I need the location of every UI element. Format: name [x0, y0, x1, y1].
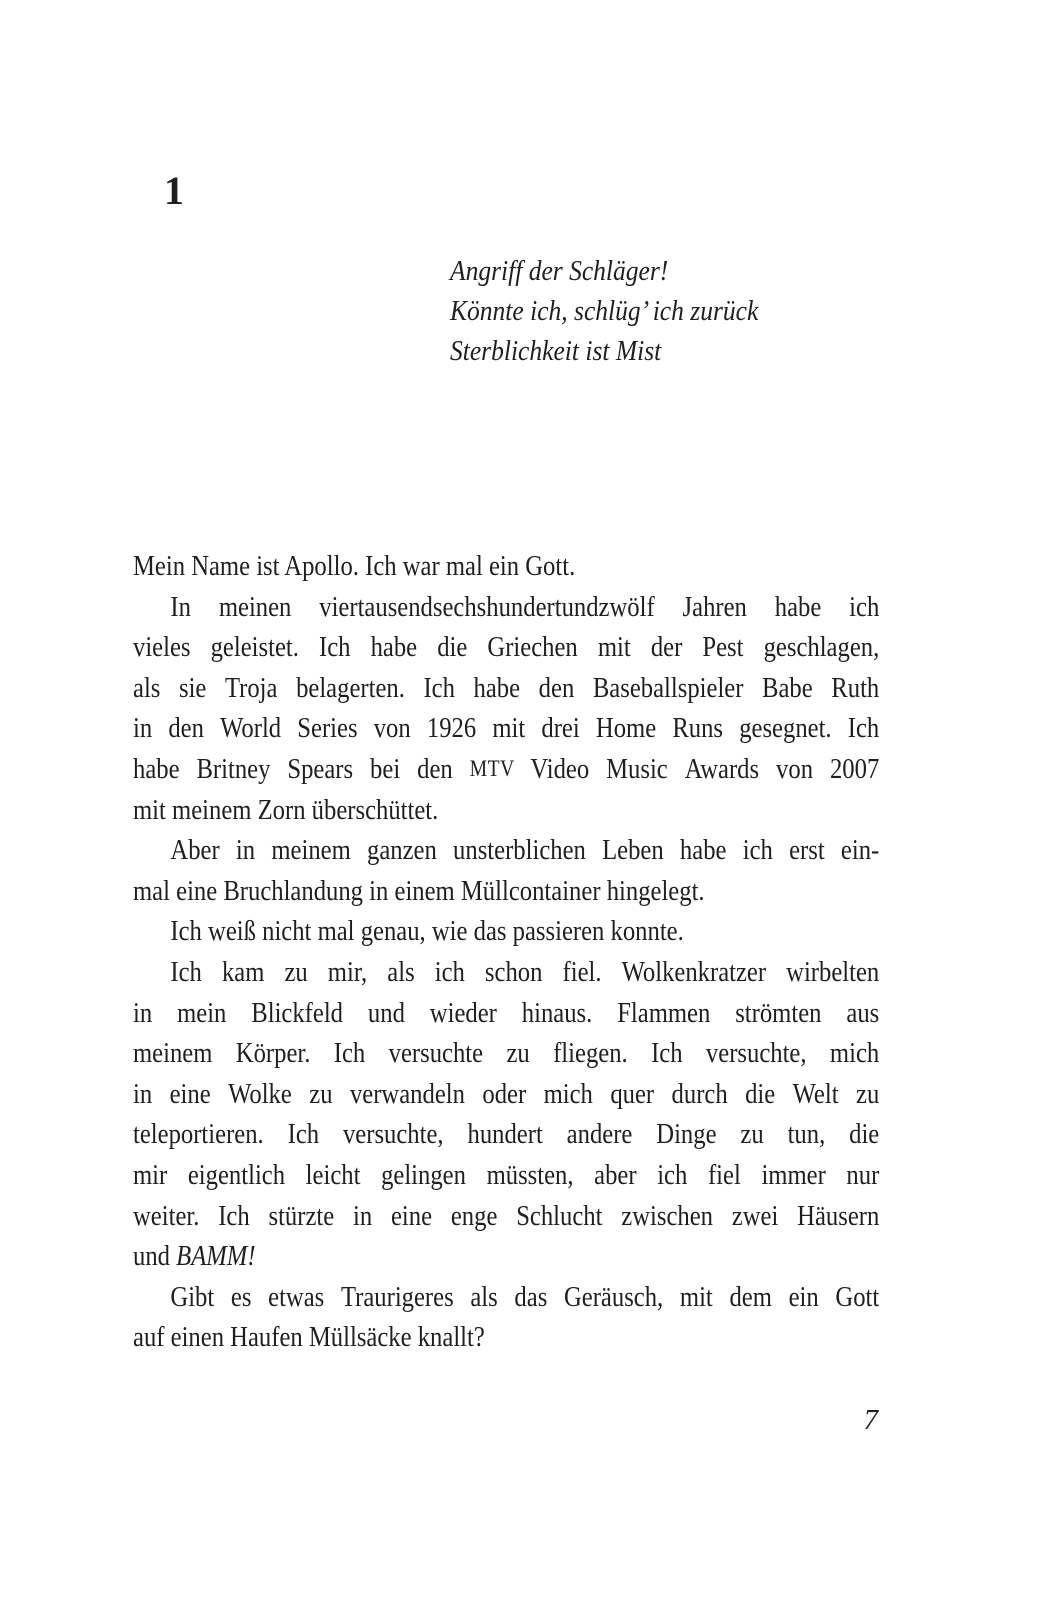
- body-line: [133, 587, 879, 628]
- epigraph-line: Angriff der Schläger!: [450, 255, 669, 287]
- body-word: Series: [297, 712, 364, 745]
- body-word: Ruth: [831, 671, 880, 704]
- body-word: den: [168, 712, 211, 745]
- body-word: ganzen: [367, 834, 443, 867]
- body-word: Jahren: [682, 590, 754, 623]
- body-word: Welt: [792, 1077, 845, 1110]
- body-word: zu: [506, 1037, 536, 1070]
- page-number: 7: [863, 1404, 878, 1436]
- body-word: mein: [177, 996, 233, 1029]
- body-word: geleistet.: [210, 631, 306, 664]
- body-word: Geräusch,: [563, 1280, 670, 1313]
- body-word: Troja: [224, 671, 284, 704]
- body-word: sie: [178, 671, 213, 704]
- body-word: ein: [788, 1280, 825, 1313]
- body-word: immer: [761, 1158, 832, 1191]
- body-word: das: [514, 1280, 554, 1313]
- body-word: eigentlich: [187, 1158, 292, 1191]
- body-word: Spears: [287, 752, 360, 785]
- body-word: habe: [774, 590, 828, 623]
- body-word: nur: [846, 1158, 880, 1191]
- body-word: ich: [849, 590, 880, 623]
- body-word: gelingen: [381, 1158, 473, 1191]
- body-word: wirbelten: [786, 955, 880, 988]
- body-word: eine: [390, 1199, 439, 1232]
- body-word: Wolke: [228, 1077, 298, 1110]
- body-word: in: [353, 1199, 379, 1232]
- body-word: habe: [370, 631, 424, 664]
- body-word: Ich: [333, 1037, 372, 1070]
- body-line: [133, 871, 879, 912]
- body-word: als: [470, 1280, 504, 1313]
- body-line: [133, 1317, 879, 1358]
- body-word: Schlucht: [516, 1199, 609, 1232]
- body-word: zwei: [731, 1199, 785, 1232]
- body-word: geschlagen,: [763, 631, 880, 664]
- epigraph-line: Könnte ich, schlüg’ ich zurück: [450, 295, 759, 327]
- body-word: meinem: [271, 834, 357, 867]
- body-line: [133, 790, 879, 831]
- body-word: mal eine Bruchlandung in einem Müllcontainer hingelegt.: [133, 874, 705, 907]
- body-word: Video: [530, 752, 596, 785]
- body-word: in: [133, 712, 159, 745]
- body-word: Griechen: [487, 631, 584, 664]
- body-line: [133, 1277, 879, 1318]
- body-word: Ich weiß nicht mal genau, wie das passieren konnte.: [170, 915, 684, 948]
- body-word: Blickfeld: [251, 996, 350, 1029]
- body-word: fliegen.: [553, 1037, 634, 1070]
- body-word: ein-: [840, 834, 880, 867]
- body-word: und: [367, 996, 412, 1029]
- body-word: ich: [742, 834, 779, 867]
- body-word: habe: [473, 671, 527, 704]
- body-word: Flammen: [617, 996, 717, 1029]
- body-word: drei: [541, 712, 586, 745]
- body-word: mich: [543, 1077, 600, 1110]
- body-word: Körper.: [235, 1037, 317, 1070]
- body-word: erst: [789, 834, 831, 867]
- body-word: Ich: [319, 631, 357, 664]
- body-word: bei: [370, 752, 407, 785]
- body-word: oder: [482, 1077, 533, 1110]
- body-word: Ich: [423, 671, 462, 704]
- body-word: teleportieren.: [133, 1118, 270, 1151]
- body-word: Ich: [170, 955, 209, 988]
- body-word: als: [387, 955, 421, 988]
- body-word: schon: [484, 955, 549, 988]
- body-line: [133, 708, 879, 749]
- body-word: Gott: [835, 1280, 880, 1313]
- body-word: müssten,: [486, 1158, 580, 1191]
- body-word: Home: [595, 712, 663, 745]
- body-word: die: [745, 1077, 782, 1110]
- body-word: enge: [450, 1199, 504, 1232]
- body-word: unsterblichen: [453, 834, 593, 867]
- body-line: [133, 952, 879, 993]
- body-word: mit: [679, 1280, 719, 1313]
- body-word: In: [170, 590, 198, 623]
- body-word: verwandeln: [349, 1077, 472, 1110]
- body-word: fiel.: [562, 955, 608, 988]
- body-line: [133, 911, 879, 952]
- body-word: Ich: [287, 1118, 326, 1151]
- body-word: Ich: [847, 712, 880, 745]
- body-word: von: [373, 712, 417, 745]
- body-word: in: [235, 834, 262, 867]
- body-word: aus: [846, 996, 880, 1029]
- body-word: Awards: [684, 752, 766, 785]
- body-word: in: [133, 1077, 159, 1110]
- body-line: [133, 1114, 879, 1155]
- body-word: zu: [856, 1077, 880, 1110]
- body-word: zwischen: [621, 1199, 720, 1232]
- body-word: mir,: [327, 955, 374, 988]
- emphasis-text: BAMM!: [176, 1240, 256, 1273]
- body-word: Ich: [218, 1199, 256, 1232]
- body-word: zu: [740, 1118, 770, 1151]
- body-word: etwas: [268, 1280, 331, 1313]
- body-word: Häusern: [797, 1199, 880, 1232]
- body-word: versuchte: [388, 1037, 490, 1070]
- body-word: und: [133, 1240, 177, 1273]
- body-word: meinem: [133, 1037, 219, 1070]
- body-word: MTV: [469, 755, 520, 782]
- body-word: habe: [679, 834, 733, 867]
- chapter-number: 1: [164, 168, 184, 213]
- body-word: 1926: [426, 712, 483, 745]
- body-word: mit: [597, 631, 637, 664]
- body-word: mit: [492, 712, 532, 745]
- body-word: Pest: [702, 631, 750, 664]
- body-word: wieder: [429, 996, 504, 1029]
- body-word: den: [417, 752, 459, 785]
- body-word: fiel: [707, 1158, 747, 1191]
- body-word: Runs: [672, 712, 730, 745]
- body-text: [133, 546, 879, 1358]
- body-word: leicht: [305, 1158, 367, 1191]
- body-word: Mein Name ist Apollo. Ich war mal ein Gott.: [133, 550, 576, 582]
- body-word: die: [437, 631, 474, 664]
- body-word: auf einen Haufen Müllsäcke knallt?: [133, 1321, 485, 1354]
- body-line: [133, 1033, 879, 1074]
- body-word: Gibt: [170, 1280, 221, 1313]
- body-line: [133, 993, 879, 1034]
- body-word: durch: [671, 1077, 734, 1110]
- body-word: als: [133, 671, 167, 704]
- body-word: Leben: [602, 834, 670, 867]
- body-word: Britney: [196, 752, 277, 785]
- body-word: strömten: [735, 996, 828, 1029]
- body-word: tun,: [787, 1118, 832, 1151]
- body-word: Babe: [762, 671, 819, 704]
- body-word: mir: [133, 1158, 174, 1191]
- body-word: Baseballspieler: [592, 671, 750, 704]
- body-word: weiter.: [133, 1199, 206, 1232]
- body-word: der: [650, 631, 689, 664]
- epigraph-line: Sterblichkeit ist Mist: [450, 335, 662, 367]
- body-word: zu: [309, 1077, 339, 1110]
- body-word: habe: [133, 752, 186, 785]
- body-word: Wolkenkratzer: [621, 955, 773, 988]
- body-word: quer: [610, 1077, 661, 1110]
- body-word: zu: [284, 955, 314, 988]
- body-line: [133, 749, 879, 790]
- body-line: [133, 1074, 879, 1115]
- body-word: vieles: [133, 631, 197, 664]
- body-line: [133, 627, 879, 668]
- body-word: von: [776, 752, 820, 785]
- body-word: ich: [434, 955, 472, 988]
- body-word: mich: [829, 1037, 880, 1070]
- body-line: [133, 1236, 879, 1277]
- body-line: [133, 546, 879, 587]
- body-word: Ich: [651, 1037, 689, 1070]
- body-word: in: [133, 996, 159, 1029]
- body-line: [133, 1196, 879, 1237]
- body-word: es: [230, 1280, 258, 1313]
- body-word: Music: [606, 752, 674, 785]
- body-word: den: [538, 671, 581, 704]
- body-word: 2007: [829, 752, 880, 785]
- body-word: stürzte: [268, 1199, 341, 1232]
- body-word: meinen: [218, 590, 298, 623]
- body-word: hinaus.: [521, 996, 599, 1029]
- body-word: Dinge: [656, 1118, 723, 1151]
- body-word: kam: [221, 955, 271, 988]
- body-word: belagerten.: [296, 671, 412, 704]
- body-word: dem: [729, 1280, 779, 1313]
- body-line: [133, 1155, 879, 1196]
- body-line: [133, 668, 879, 709]
- body-word: gesegnet.: [739, 712, 838, 745]
- body-word: viertausendsechshundertundzwölf: [319, 590, 661, 623]
- body-word: versuchte,: [705, 1037, 813, 1070]
- body-word: aber: [594, 1158, 643, 1191]
- body-word: World: [220, 712, 288, 745]
- body-word: eine: [169, 1077, 217, 1110]
- body-word: ich: [657, 1158, 694, 1191]
- body-word: Aber: [170, 834, 226, 867]
- body-word: hundert: [467, 1118, 549, 1151]
- body-word: die: [849, 1118, 880, 1151]
- body-line: [133, 830, 879, 871]
- body-word: versuchte,: [342, 1118, 450, 1151]
- body-word: Traurigeres: [340, 1280, 460, 1313]
- body-word: andere: [566, 1118, 639, 1151]
- body-word: mit meinem Zorn überschüttet.: [133, 793, 439, 826]
- epigraph: [450, 251, 758, 371]
